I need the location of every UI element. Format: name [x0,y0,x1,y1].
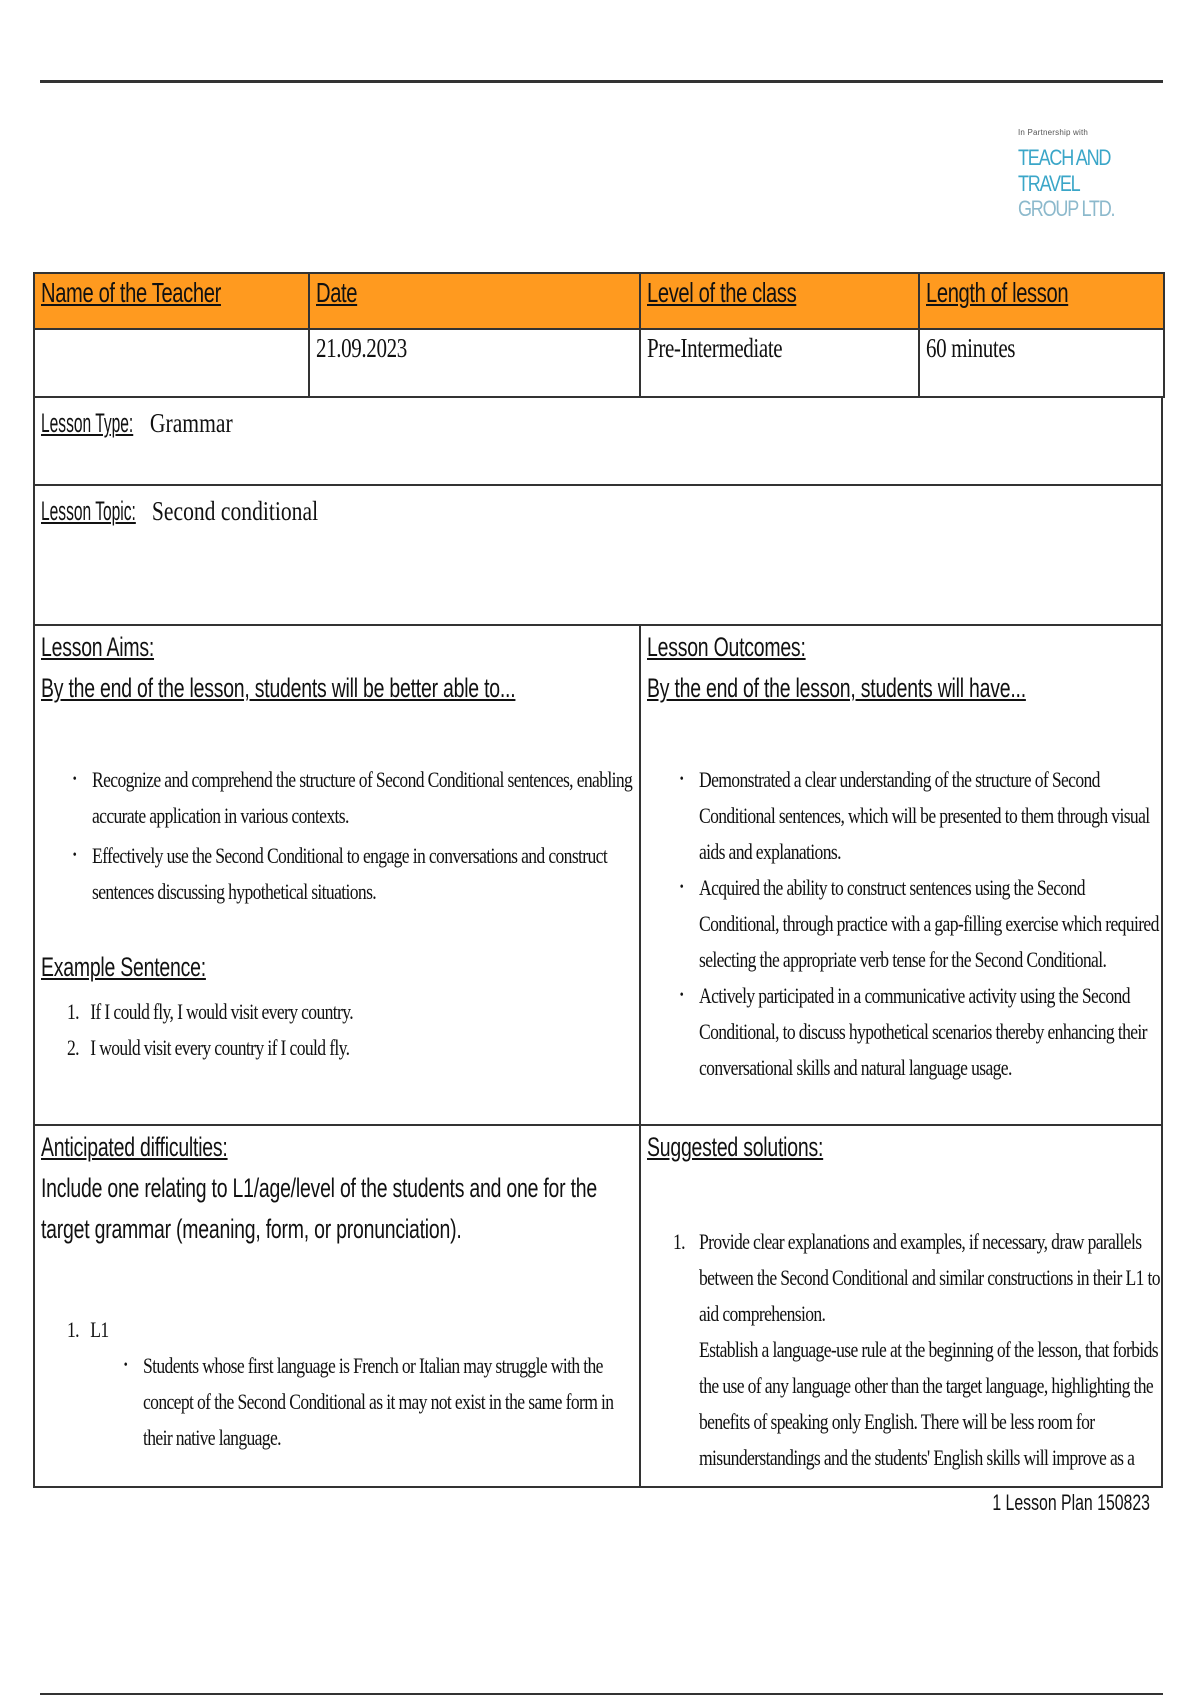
outcomes-bullet-3-line-2: Conditional, to discuss hypothetical scenarios thereby enhancing their [699,1019,1147,1044]
outcomes-bullet-1-line-3: aids and explanations. [699,839,841,864]
example-2-number: 2. [67,1035,79,1060]
lesson-topic-box [33,486,1163,626]
header-table [33,272,1165,398]
bottom-rule [40,1693,1163,1695]
partner-logo [1018,128,1168,221]
length-label-cell [919,273,1164,329]
difficulty-bullet-line-3: their native language. [143,1425,281,1450]
level-label-cell [640,273,919,329]
level-value: Pre-Intermediate [647,333,783,363]
lesson-aims-cell [35,626,641,1124]
example-1-number: 1. [67,999,79,1024]
solution-item-text [699,1224,1160,1476]
difficulties-subtitle-line-1: Include one relating to L1/age/level of the students and one for the [41,1173,597,1203]
lesson-type-label: Lesson Type: [41,408,134,438]
lesson-outcomes-cell [641,626,1161,1124]
example-1-text: If I could fly, I would visit every country. [90,999,354,1024]
difficulties-subtitle-line-2: target grammar (meaning, form, or pronunciation). [41,1214,462,1244]
outcomes-bullet-3-line-3: conversational skills and natural language usage. [699,1055,1012,1080]
solution-line-7: misunderstandings and the students' English skills will improve as a [699,1445,1135,1470]
aims-subtitle: By the end of the lesson, students will be better able to... [41,673,516,703]
teacher-label-cell [34,273,309,329]
outcomes-bullet-3-line-1: • Actively participated in a communicative activity using the Second [699,983,1130,1008]
aims-bullet-1-line-1: • Recognize and comprehend the structure of Second Conditional sentences, enabling [92,767,633,792]
anticipated-difficulties-cell [35,1126,641,1486]
solution-line-6: benefits of speaking only English. There will be less room for [699,1409,1095,1434]
solution-line-3: aid comprehension. [699,1301,826,1326]
aims-outcomes-row [33,626,1163,1126]
teacher-label: Name of the Teacher [41,277,221,308]
lesson-topic-label: Lesson Topic: [41,496,136,526]
length-value-cell [919,329,1164,397]
outcomes-bullet-3 [699,978,1147,1086]
outcomes-bullet-1-line-1: • Demonstrated a clear understanding of the structure of Second [699,767,1100,792]
difficulty-item-number: 1. [67,1317,79,1342]
solution-line-4: Establish a language-use rule at the beginning of the lesson, that forbids [699,1337,1159,1362]
logo-tagline: In Partnership with [1018,128,1089,137]
outcomes-title: Lesson Outcomes: [647,632,806,662]
difficulty-bullet-line-2: concept of the Second Conditional as it may not exist in the same form in [143,1389,614,1414]
difficulty-item-1 [67,1312,108,1348]
aims-bullet-2-line-2: sentences discussing hypothetical situations. [92,879,377,904]
solution-item-number: 1. [673,1229,685,1254]
aims-bullet-1 [92,762,632,834]
difficulty-bullet [143,1348,613,1456]
solution-line-5: the use of any language other than the target language, highlighting the [699,1373,1154,1398]
outcomes-bullet-2 [699,870,1159,978]
outcomes-bullet-1 [699,762,1150,870]
example-title: Example Sentence: [41,952,206,982]
teacher-value-cell [34,329,309,397]
logo-line-1: TEACH AND TRAVEL [1018,145,1111,196]
example-2 [67,1030,349,1066]
page-number: 1 [992,1490,1002,1515]
length-value: 60 minutes [926,333,1016,363]
difficulty-bullet-line-1: • Students whose first language is French or Italian may struggle with the [143,1353,603,1378]
example-1 [67,994,353,1030]
aims-bullet-2 [92,838,607,910]
outcomes-bullet-2-line-3: selecting the appropriate verb tense for the Second Conditional. [699,947,1107,972]
lesson-plan-sheet [33,272,1163,1488]
date-value: 21.09.2023 [316,333,407,363]
logo-line-2: GROUP LTD. [1018,196,1115,221]
page-footer [992,1490,1150,1516]
aims-title: Lesson Aims: [41,632,155,662]
header-values-row [34,329,1164,397]
difficulties-solutions-row [33,1126,1163,1488]
outcomes-bullet-1-line-2: Conditional sentences, which will be presented to them through visual [699,803,1150,828]
lesson-type-value: Grammar [149,408,233,438]
length-label: Length of lesson [926,277,1069,308]
document-id: Lesson Plan 150823 [1005,1490,1150,1515]
aims-bullet-2-line-1: • Effectively use the Second Conditional to engage in conversations and construct [92,843,608,868]
date-label: Date [316,277,358,308]
lesson-type-box [33,398,1163,486]
suggested-solutions-cell [641,1126,1161,1486]
solution-line-1: Provide clear explanations and examples, if necessary, draw parallels [699,1229,1142,1254]
date-value-cell [309,329,640,397]
date-label-cell [309,273,640,329]
level-label: Level of the class [647,277,797,308]
difficulty-item-label: L1 [90,1317,109,1342]
aims-bullet-1-line-2: accurate application in various contexts. [92,803,349,828]
outcomes-bullet-2-line-2: Conditional, through practice with a gap-filling exercise which required [699,911,1159,936]
header-labels-row [34,273,1164,329]
solutions-title: Suggested solutions: [647,1132,824,1162]
outcomes-subtitle: By the end of the lesson, students will have... [647,673,1026,703]
outcomes-bullet-2-line-1: • Acquired the ability to construct sentences using the Second [699,875,1085,900]
lesson-topic-value: Second conditional [151,496,319,526]
top-rule [40,80,1163,83]
difficulties-title: Anticipated difficulties: [41,1132,228,1162]
example-2-text: I would visit every country if I could fly. [90,1035,350,1060]
level-value-cell [640,329,919,397]
solution-line-2: between the Second Conditional and similar constructions in their L1 to [699,1265,1160,1290]
